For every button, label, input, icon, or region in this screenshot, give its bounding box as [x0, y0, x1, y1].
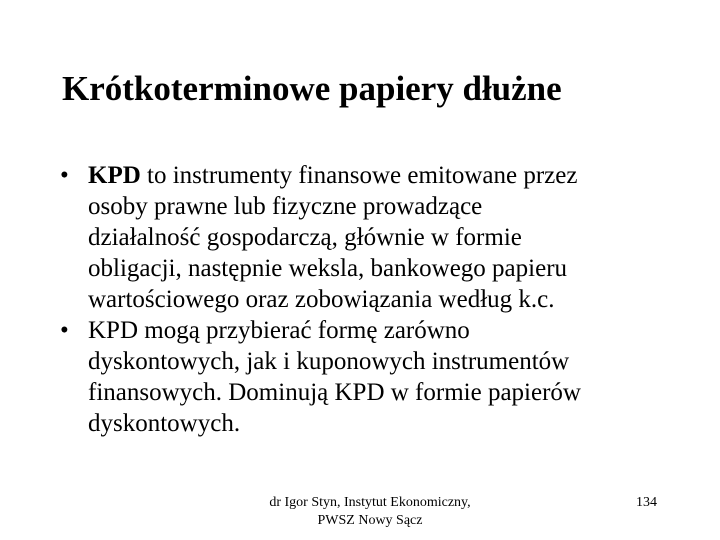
bullet-term: KPD [88, 162, 141, 189]
bullet-line [88, 160, 700, 191]
bullet-line: dyskontowych, jak i kuponowych instrumentów [88, 348, 570, 375]
footer-line-author: dr Igor Styn, Instytut Ekonomiczny, [269, 495, 471, 510]
bullet-line: KPD mogą przybierać formę zarówno [88, 317, 470, 344]
bullet-list [60, 160, 700, 439]
bullet-item-kpd-definition [60, 160, 700, 315]
bullet-dot-icon: • [60, 162, 69, 189]
bullet-line: osoby prawne lub fizyczne prowadzące [88, 193, 483, 220]
bullet-line: finansowych. Dominują KPD w formie papierów [88, 379, 581, 406]
page-number: 134 [636, 495, 657, 510]
bullet-item-kpd-forms [60, 315, 700, 439]
bullet-line: dyskontowych. [88, 410, 241, 437]
bullet-line: wartościowego oraz zobowiązania według k.c. [88, 286, 555, 313]
bullet-line: działalność gospodarczą, głównie w formie [88, 224, 522, 251]
bullet-line: obligacji, następnie weksla, bankowego papieru [88, 255, 568, 282]
footer-author [250, 494, 490, 530]
slide-title: Krótkoterminowe papiery dłużne [62, 69, 562, 108]
bullet-line-text: to instrumenty finansowe emitowane przez [140, 162, 578, 189]
bullet-dot-icon: • [60, 317, 69, 344]
footer-line-institution: PWSZ Nowy Sącz [317, 513, 423, 528]
